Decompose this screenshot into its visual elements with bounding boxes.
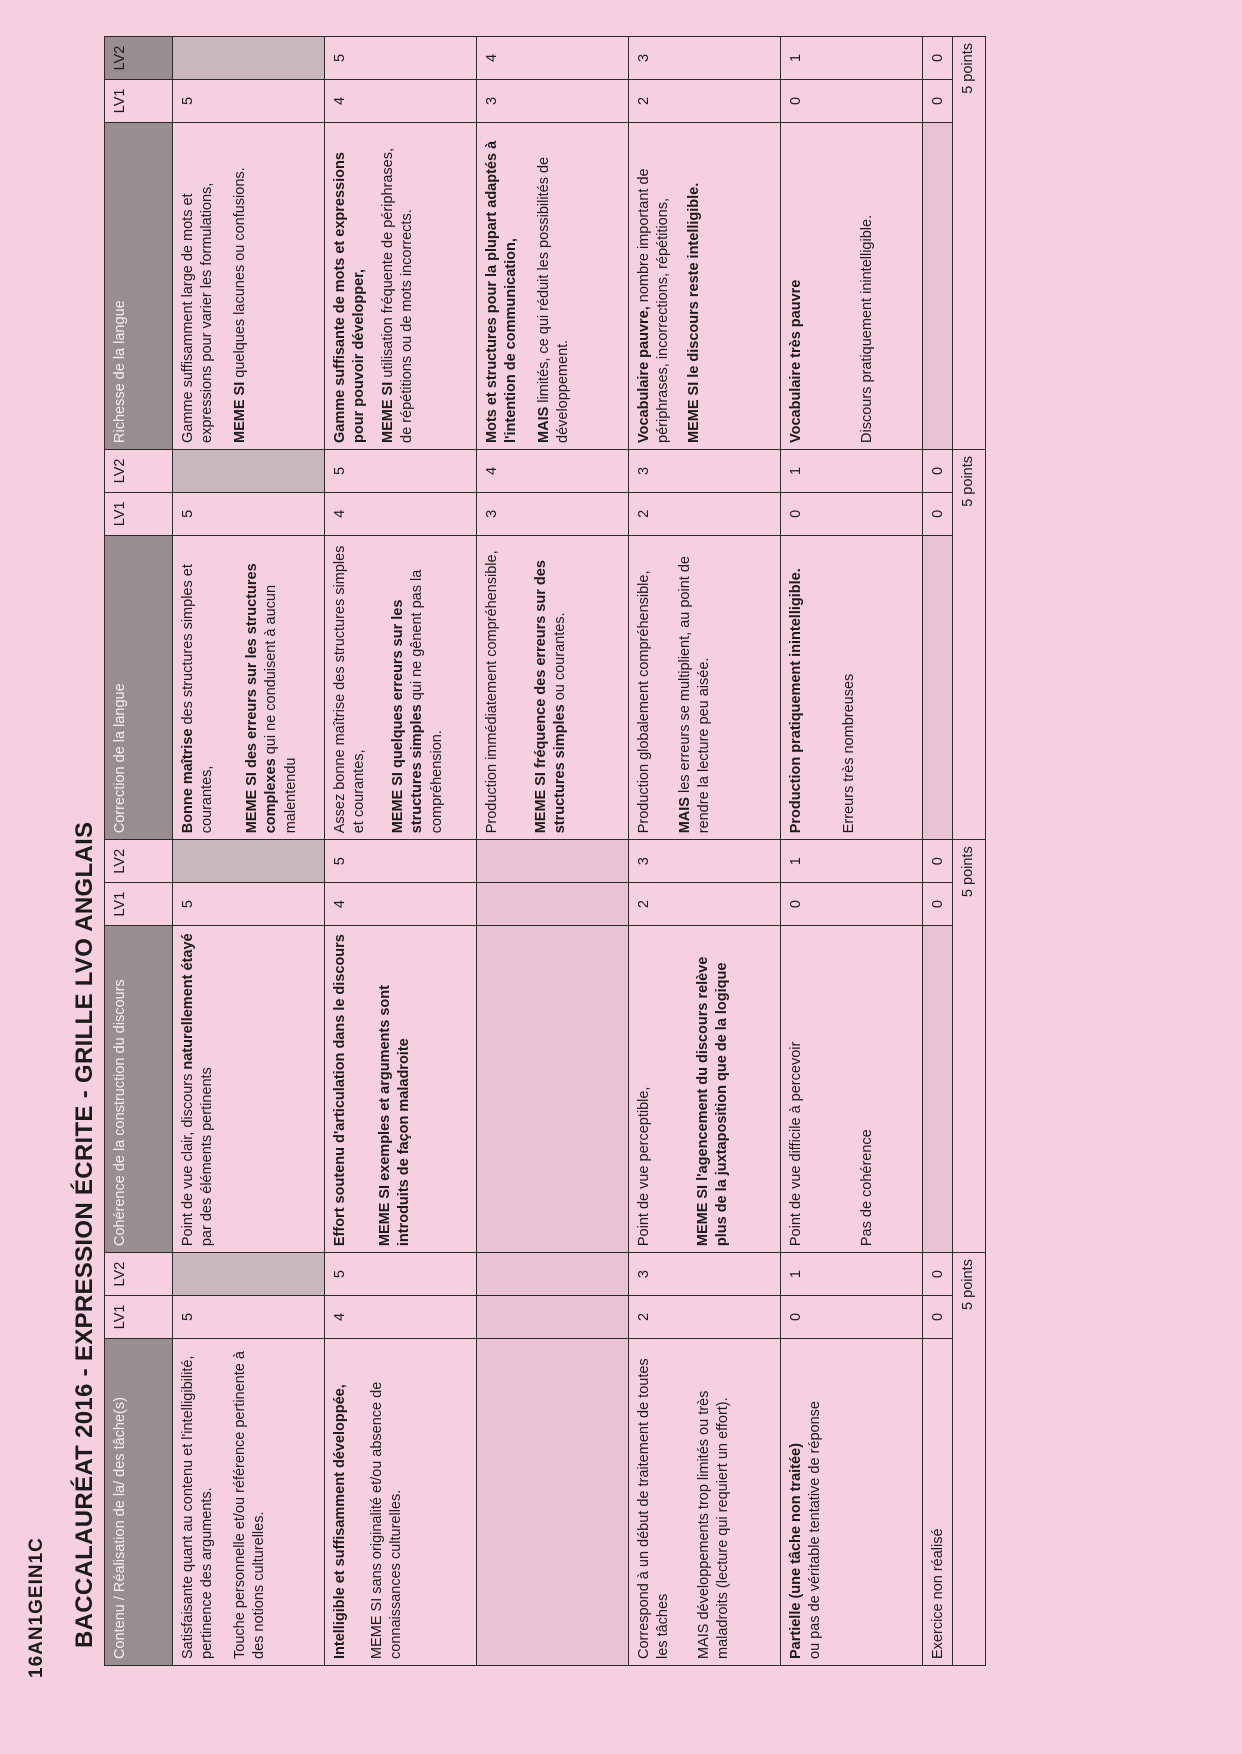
score-lv1: 0 (781, 883, 923, 926)
score-lv1: 4 (325, 492, 477, 535)
table-row (629, 37, 781, 1666)
score-lv1: 3 (477, 79, 629, 122)
score-lv2: 4 (477, 37, 629, 80)
score-lv1: 0 (923, 1296, 953, 1339)
score-lv1: 4 (325, 883, 477, 926)
table-row (477, 37, 629, 1666)
header-coherence: Cohérence de la construction du discours (105, 926, 173, 1253)
cell-contenu: Exercice non réalisé (923, 1338, 953, 1665)
rotated-page (66, 36, 1056, 1666)
score-lv2: 1 (781, 449, 923, 492)
score-lv1: 4 (325, 1296, 477, 1339)
cell-contenu: Partielle (une tâche non traitée) ou pas de véritable tentative de réponse (781, 1338, 923, 1665)
score-lv2: 0 (923, 1253, 953, 1296)
points-richesse: 5 points (953, 37, 986, 450)
score-lv2 (477, 840, 629, 883)
score-lv1: 2 (629, 79, 781, 122)
score-lv2: 0 (923, 37, 953, 80)
cell-contenu (477, 1338, 629, 1665)
header-lv2: LV2 (105, 840, 173, 883)
header-lv2: LV2 (105, 1253, 173, 1296)
points-row (953, 37, 986, 1666)
score-lv1: 5 (173, 492, 325, 535)
score-lv2: 5 (325, 840, 477, 883)
cell-correction: Bonne maîtrise des structures simples et courantes, MEME SI des erreurs sur les structures complexes qui ne conduisent à aucun malentendu (173, 535, 325, 840)
score-lv1: 0 (781, 1296, 923, 1339)
table-row (781, 37, 923, 1666)
document-code-text: 16AN1GEIN1C (26, 1537, 47, 1678)
score-lv2 (173, 840, 325, 883)
score-lv1 (477, 1296, 629, 1339)
header-row (105, 37, 173, 1666)
cell-correction: Assez bonne maîtrise des structures simples et courantes, MEME SI quelques erreurs sur les structures simples qui ne gênent pas la compréhension. (325, 535, 477, 840)
score-lv1: 2 (629, 1296, 781, 1339)
score-lv2: 5 (325, 449, 477, 492)
header-correction: Correction de la langue (105, 535, 173, 840)
score-lv2: 3 (629, 449, 781, 492)
header-lv2: LV2 (105, 449, 173, 492)
table-row (173, 37, 325, 1666)
cell-correction (923, 535, 953, 840)
score-lv2: 5 (325, 1253, 477, 1296)
score-lv1: 0 (923, 883, 953, 926)
cell-richesse (923, 122, 953, 449)
cell-contenu: Satisfaisante quant au contenu et l'intelligibilité, pertinence des arguments. Touche personnelle et/ou référence pertinente à des notions culturelles. (173, 1338, 325, 1665)
score-lv2 (173, 1253, 325, 1296)
points-correction: 5 points (953, 449, 986, 839)
score-lv2: 0 (923, 840, 953, 883)
score-lv2 (173, 37, 325, 80)
cell-richesse: Gamme suffisante de mots et expressions pour pouvoir développer, MEME SI utilisation fréquente de périphrases, de répétitions ou de mots incorrects. (325, 122, 477, 449)
page-title: BACCALAURÉAT 2016 - EXPRESSION ÉCRITE - GRILLE LVO ANGLAIS (71, 821, 98, 1648)
score-lv1: 0 (781, 492, 923, 535)
cell-coherence: Point de vue perceptible, MEME SI l'agencement du discours relève plus de la juxtaposition que de la logique (629, 926, 781, 1253)
cell-coherence: Point de vue clair, discours naturellement étayé par des éléments pertinents (173, 926, 325, 1253)
header-lv1: LV1 (105, 492, 173, 535)
score-lv1 (477, 883, 629, 926)
header-lv2: LV2 (105, 37, 173, 80)
cell-richesse: Gamme suffisamment large de mots et expressions pour varier les formulations, MEME SI quelques lacunes ou confusions. (173, 122, 325, 449)
score-lv2: 4 (477, 449, 629, 492)
score-lv1: 4 (325, 79, 477, 122)
cell-richesse: Mots et structures pour la plupart adaptés à l'intention de communication, MAIS limités, ce qui réduit les possibilités de développement. (477, 122, 629, 449)
score-lv2: 3 (629, 840, 781, 883)
score-lv2: 0 (923, 449, 953, 492)
header-lv1: LV1 (105, 1296, 173, 1339)
score-lv1: 0 (923, 492, 953, 535)
cell-correction: Production pratiquement inintelligible. Erreurs très nombreuses (781, 535, 923, 840)
cell-richesse: Vocabulaire pauvre, nombre important de périphrases, incorrections, répétitions, MEME SI le discours reste intelligible. (629, 122, 781, 449)
points-contenu: 5 points (953, 1253, 986, 1666)
score-lv2: 1 (781, 840, 923, 883)
header-richesse: Richesse de la langue (105, 122, 173, 449)
score-lv1: 0 (781, 79, 923, 122)
cell-correction: Production globalement compréhensible, MAIS les erreurs se multiplient, au point de rendre la lecture peu aisée. (629, 535, 781, 840)
score-lv1: 2 (629, 492, 781, 535)
evaluation-grid (104, 36, 986, 1666)
score-lv2: 1 (781, 1253, 923, 1296)
header-lv1: LV1 (105, 883, 173, 926)
score-lv2 (173, 449, 325, 492)
score-lv2 (477, 1253, 629, 1296)
score-lv2: 3 (629, 37, 781, 80)
score-lv2: 3 (629, 1253, 781, 1296)
cell-coherence: Point de vue difficile à percevoir Pas de cohérence (781, 926, 923, 1253)
cell-correction: Production immédiatement compréhensible, MEME SI fréquence des erreurs sur des structures simples ou courantes. (477, 535, 629, 840)
header-lv1: LV1 (105, 79, 173, 122)
score-lv2: 1 (781, 37, 923, 80)
cell-richesse: Vocabulaire très pauvre Discours pratiquement inintelligible. (781, 122, 923, 449)
cell-coherence (923, 926, 953, 1253)
score-lv1: 5 (173, 1296, 325, 1339)
header-contenu: Contenu / Réalisation de la/ des tâche(s) (105, 1338, 173, 1665)
score-lv2: 5 (325, 37, 477, 80)
score-lv1: 5 (173, 79, 325, 122)
table-row (923, 37, 953, 1666)
points-coherence: 5 points (953, 840, 986, 1253)
cell-contenu: Correspond à un début de traitement de toutes les tâches MAIS développements trop limités ou très maladroits (lecture qui requiert un effort). (629, 1338, 781, 1665)
table-row (325, 37, 477, 1666)
cell-coherence: Effort soutenu d'articulation dans le discours MEME SI exemples et arguments sont introduits de façon maladroite (325, 926, 477, 1253)
grille-sheet (66, 36, 1056, 1666)
score-lv1: 0 (923, 79, 953, 122)
score-lv1: 3 (477, 492, 629, 535)
document-code (18, 1520, 58, 1680)
score-lv1: 5 (173, 883, 325, 926)
cell-coherence (477, 926, 629, 1253)
score-lv1: 2 (629, 883, 781, 926)
cell-contenu: Intelligible et suffisamment développée, MEME SI sans originalité et/ou absence de connaissances culturelles. (325, 1338, 477, 1665)
